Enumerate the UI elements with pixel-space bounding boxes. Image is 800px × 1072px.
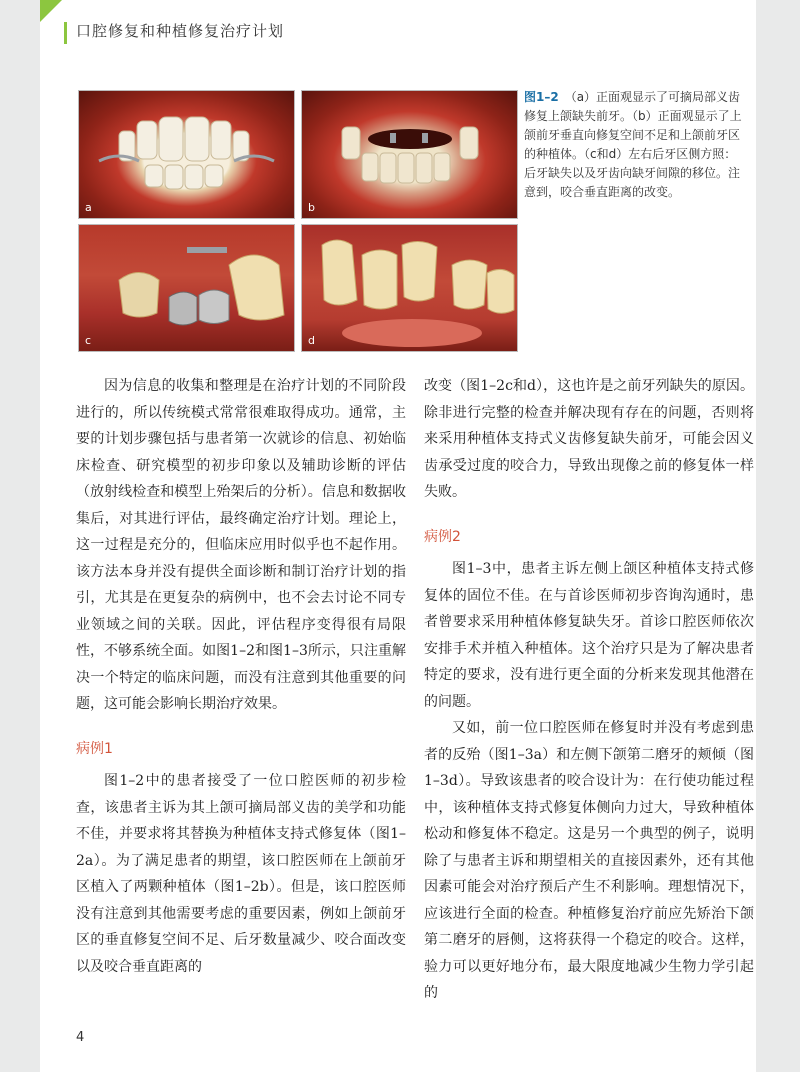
figure-caption-number: 图1–2 [524, 90, 559, 104]
section-heading-case1: 病例1 [76, 740, 113, 757]
section-heading-case2: 病例2 [424, 528, 461, 545]
paragraph: 图1–2中的患者接受了一位口腔医师的初步检查，该患者主诉为其上颌可摘局部义齿的美学和功能不佳，并要求将其替换为种植体支持式修复体（图1–2a）。为了满足患者的期望，该口腔医师在上颌前牙区植入了两颗种植体（图1–2b）。但是，该口腔医师没有注意到其他需要考虑的重要因素，例如上颌前牙区的垂直修复空间不足、后牙数量减少、咬合面改变以及咬合垂直距离的 [76, 773, 406, 975]
figure-panel-a [78, 90, 295, 219]
paragraph: 改变（图1–2c和d），这也许是之前牙列缺失的原因。除非进行完整的检查并解决现有存在的问题，否则将来采用种植体支持式义齿修复缺失前牙，可能会因义齿承受过度的咬合力，导致出现像之前的修复体一样失败。 [424, 378, 754, 500]
corner-mark [40, 0, 62, 22]
panel-label-c: c [85, 334, 92, 347]
figure-caption-text: （a）正面观显示了可摘局部义齿修复上颌缺失前牙。（b）正面观显示了上颌前牙垂直向修复空间不足和上颌前牙区的种植体。（c和d）左右后牙区侧方照：后牙缺失以及牙齿向缺牙间隙的移位。注意到，咬合垂直距离的改变。 [524, 90, 742, 199]
panel-label-d: d [308, 334, 315, 347]
figure-panel-b [301, 90, 518, 219]
left-column [76, 373, 406, 980]
right-column [424, 373, 754, 1007]
page-number: 4 [76, 1030, 85, 1045]
paragraph: 图1–3中，患者主诉左侧上颌区种植体支持式修复体的固位不佳。在与首诊医师初步咨询沟通时，患者曾要求采用种植体修复缺失牙。首诊口腔医师依次安排手术并植入种植体。这个治疗只是为了解决患者特定的要求，没有进行更全面的分析来发现其他潜在的问题。 [424, 561, 754, 710]
paragraph: 又如，前一位口腔医师在修复时并没有考虑到患者的反殆（图1–3a）和左侧下颌第二磨牙的颊倾（图1–3d）。导致该患者的咬合设计为：在行使功能过程中，该种植体支持式修复体侧向力过大，导致种植体松动和修复体不稳定。这是另一个典型的例子，说明除了与患者主诉和期望相关的直接因素外，还有其他因素可能会对治疗预后产生不利影响。理想情况下，应该进行全面的检查。种植修复治疗前应先矫治下颌第二磨牙的唇侧，这将获得一个稳定的咬合。这样，验力可以更好地分布，最大限度地减少生物力学引起的 [424, 720, 754, 1001]
running-head: 口腔修复和种植修复治疗计划 [76, 22, 285, 40]
panel-label-b: b [308, 201, 315, 214]
figure-panel-d [301, 224, 518, 352]
paragraph: 因为信息的收集和整理是在治疗计划的不同阶段进行的，所以传统模式常常很难取得成功。通常，主要的计划步骤包括与患者第一次就诊的信息、初始临床检查、研究模型的初步印象以及辅助诊断的评估（放射线检查和模型上殆架后的分析）。信息和数据收集后，对其进行评估，最终确定治疗计划。理论上，这一过程是充分的，但临床应用时似乎也不起作用。该方法本身并没有提供全面诊断和制订治疗计划的指引，尤其是在更复杂的病例中，也不会去讨论不同专业领域之间的关联。因此，评估程序变得很有局限性，不够系统全面。如图1–2和图1–3所示，只注重解决一个特定的临床问题，而没有注意到其他重要的问题，这可能会影响长期治疗效果。 [76, 378, 406, 712]
panel-label-a: a [85, 201, 92, 214]
figure-panel-c [78, 224, 295, 352]
figure-caption [524, 88, 746, 202]
header-accent-bar [64, 22, 67, 44]
